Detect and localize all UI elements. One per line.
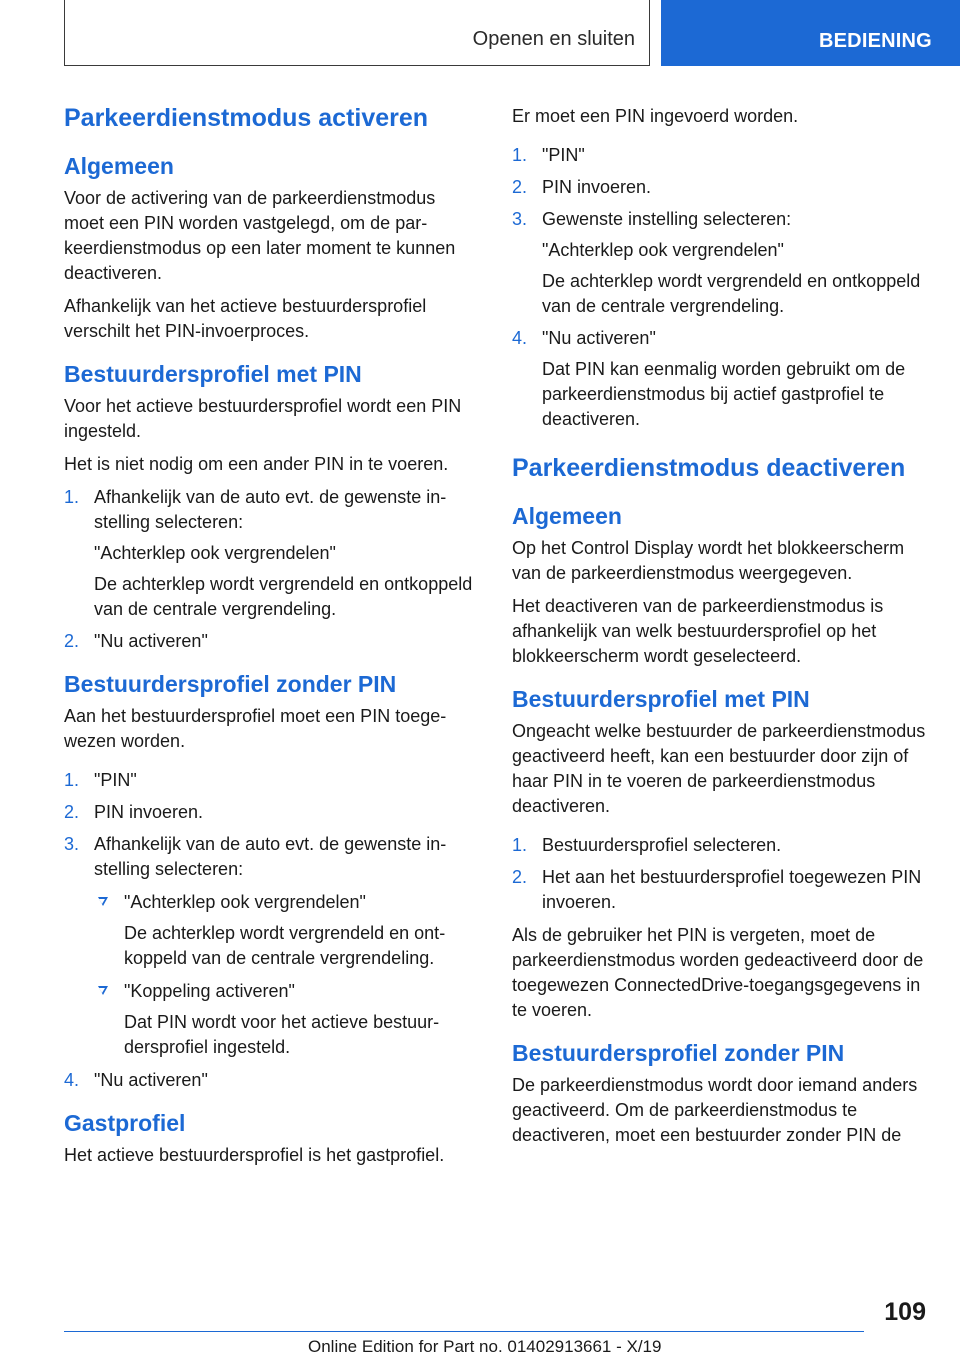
step-number: 1. xyxy=(64,487,80,507)
option-item xyxy=(94,890,478,971)
paragraph: Het actieve bestuurdersprofiel is het gastprofiel. xyxy=(64,1145,445,1165)
paragraph: Afhankelijk van het actieve bestuurdersprofiel verschilt het PIN-invoerproces. xyxy=(64,296,427,341)
step-number: 3. xyxy=(512,209,528,229)
header-section-title: Openen en sluiten xyxy=(472,28,635,50)
step-number: 4. xyxy=(512,328,528,348)
triangle-bullet-inner xyxy=(99,899,105,904)
step-option: "Achterklep ook vergrendelen" xyxy=(94,543,336,563)
step-description: De achterklep wordt vergrendeld en ontkoppeld van de centrale vergrendeling. xyxy=(94,574,473,619)
option-label: "Koppeling activeren" xyxy=(124,981,295,1001)
step-text: Afhankelijk van de auto evt. de gewenste instelling selecteren: xyxy=(94,487,447,532)
step-item xyxy=(512,865,928,915)
step-text: "PIN" xyxy=(94,770,137,790)
step-text: "Nu activeren" xyxy=(94,631,208,651)
step-number: 1. xyxy=(512,835,528,855)
page-number: 109 xyxy=(884,1298,926,1326)
step-list xyxy=(512,143,928,432)
header-chapter-title: BEDIENING xyxy=(819,30,932,52)
section-title-deactivate: Parkeerdienstmodus deactiveren xyxy=(512,454,906,482)
triangle-bullet-inner xyxy=(99,988,105,993)
heading-zonder-pin: Bestuurdersprofiel zonder PIN xyxy=(512,1040,845,1066)
step-item xyxy=(64,832,478,1060)
step-description: Dat PIN kan eenmalig worden gebruikt om de parkeerdienstmodus bij actief gastprofiel te deactiveren. xyxy=(542,359,906,429)
paragraph: Het deactiveren van de parkeerdienstmodus is afhankelijk van welk bestuurdersprofiel op het blokkeerscherm wordt geselecteerd. xyxy=(512,596,884,666)
step-list xyxy=(512,833,928,915)
right-column xyxy=(512,104,928,1156)
step-text: Afhankelijk van de auto evt. de gewenste instelling selecteren: xyxy=(94,834,447,879)
step-item xyxy=(512,833,928,858)
step-item xyxy=(64,485,478,622)
heading-algemeen: Algemeen xyxy=(512,503,622,529)
step-text: "Nu activeren" xyxy=(94,1070,208,1090)
step-item xyxy=(512,143,928,168)
step-item xyxy=(64,1068,478,1093)
paragraph: Ongeacht welke bestuurder de parkeerdienstmodus geactiveerd heeft, kan een bestuurder door zijn of haar PIN in te voeren de parkeerdienstmodus deactiveren. xyxy=(512,721,926,816)
step-description: De achterklep wordt vergrendeld en ontkoppeld van de centrale vergrendeling. xyxy=(542,271,921,316)
step-text: PIN invoeren. xyxy=(94,802,204,822)
step-item xyxy=(512,207,928,319)
paragraph: Het is niet nodig om een ander PIN in te voeren. xyxy=(64,454,449,474)
heading-zonder-pin: Bestuurdersprofiel zonder PIN xyxy=(64,671,397,697)
footer-edition: Online Edition for Part no. 01402913661 - X/19 xyxy=(308,1337,662,1356)
header-chapter-box xyxy=(661,0,960,66)
paragraph: Als de gebruiker het PIN is vergeten, moet de parkeerdienstmodus worden gedeactiveerd door de toegewezen ConnectedDrive-toegangsgegevens in te voeren. xyxy=(512,925,924,1020)
paragraph: Voor het actieve bestuurdersprofiel wordt een PIN ingesteld. xyxy=(64,396,462,441)
step-list xyxy=(64,768,478,1093)
step-item xyxy=(512,326,928,432)
page-header xyxy=(0,0,960,66)
step-number: 1. xyxy=(512,145,528,165)
paragraph: De parkeerdienstmodus wordt door iemand anders geactiveerd. Om de parkeerdienstmodus te deactiveren, moet een bestuurder zonder PIN de xyxy=(512,1075,918,1145)
step-text: PIN invoeren. xyxy=(542,177,652,197)
step-number: 3. xyxy=(64,834,80,854)
paragraph: Op het Control Display wordt het blokkeerscherm van de parkeerdienstmodus weergegeven. xyxy=(512,538,905,583)
step-text: Het aan het bestuurdersprofiel toegewezen PIN invoeren. xyxy=(542,867,922,912)
heading-algemeen: Algemeen xyxy=(64,153,174,179)
step-number: 2. xyxy=(64,631,80,651)
paragraph: Er moet een PIN ingevoerd worden. xyxy=(512,106,799,126)
step-item xyxy=(64,800,478,825)
option-label: "Achterklep ook vergrendelen" xyxy=(124,892,366,912)
step-text: Gewenste instelling selecteren: xyxy=(542,209,792,229)
step-list xyxy=(64,485,478,654)
step-number: 4. xyxy=(64,1070,80,1090)
section-title-activate: Parkeerdienstmodus activeren xyxy=(64,104,429,132)
step-item xyxy=(64,768,478,793)
step-number: 2. xyxy=(512,867,528,887)
left-column xyxy=(64,100,478,1176)
step-option: "Achterklep ook vergrendelen" xyxy=(542,240,784,260)
step-text: "Nu activeren" xyxy=(542,328,656,348)
header-section-box xyxy=(64,0,650,66)
step-number: 1. xyxy=(64,770,80,790)
step-item xyxy=(512,175,928,200)
option-item xyxy=(94,979,478,1060)
step-text: Bestuurdersprofiel selecteren. xyxy=(542,835,782,855)
heading-gastprofiel: Gastprofiel xyxy=(64,1110,186,1136)
option-description: Dat PIN wordt voor het actieve bestuurdersprofiel ingesteld. xyxy=(124,1012,440,1057)
option-description: De achterklep wordt vergrendeld en ontkoppeld van de centrale vergrendeling. xyxy=(124,923,446,968)
footer-divider xyxy=(64,1331,864,1332)
paragraph: Aan het bestuurdersprofiel moet een PIN toegewezen worden. xyxy=(64,706,447,751)
option-list xyxy=(94,890,478,1060)
step-text: "PIN" xyxy=(542,145,585,165)
paragraph: Voor de activering van de parkeerdienstmodus moet een PIN worden vastgelegd, om de parkeerdienstmodus op een later moment te kunnen deactiveren. xyxy=(64,188,456,283)
step-item xyxy=(64,629,478,654)
heading-met-pin: Bestuurdersprofiel met PIN xyxy=(512,686,810,712)
heading-met-pin: Bestuurdersprofiel met PIN xyxy=(64,361,362,387)
step-number: 2. xyxy=(64,802,80,822)
step-number: 2. xyxy=(512,177,528,197)
